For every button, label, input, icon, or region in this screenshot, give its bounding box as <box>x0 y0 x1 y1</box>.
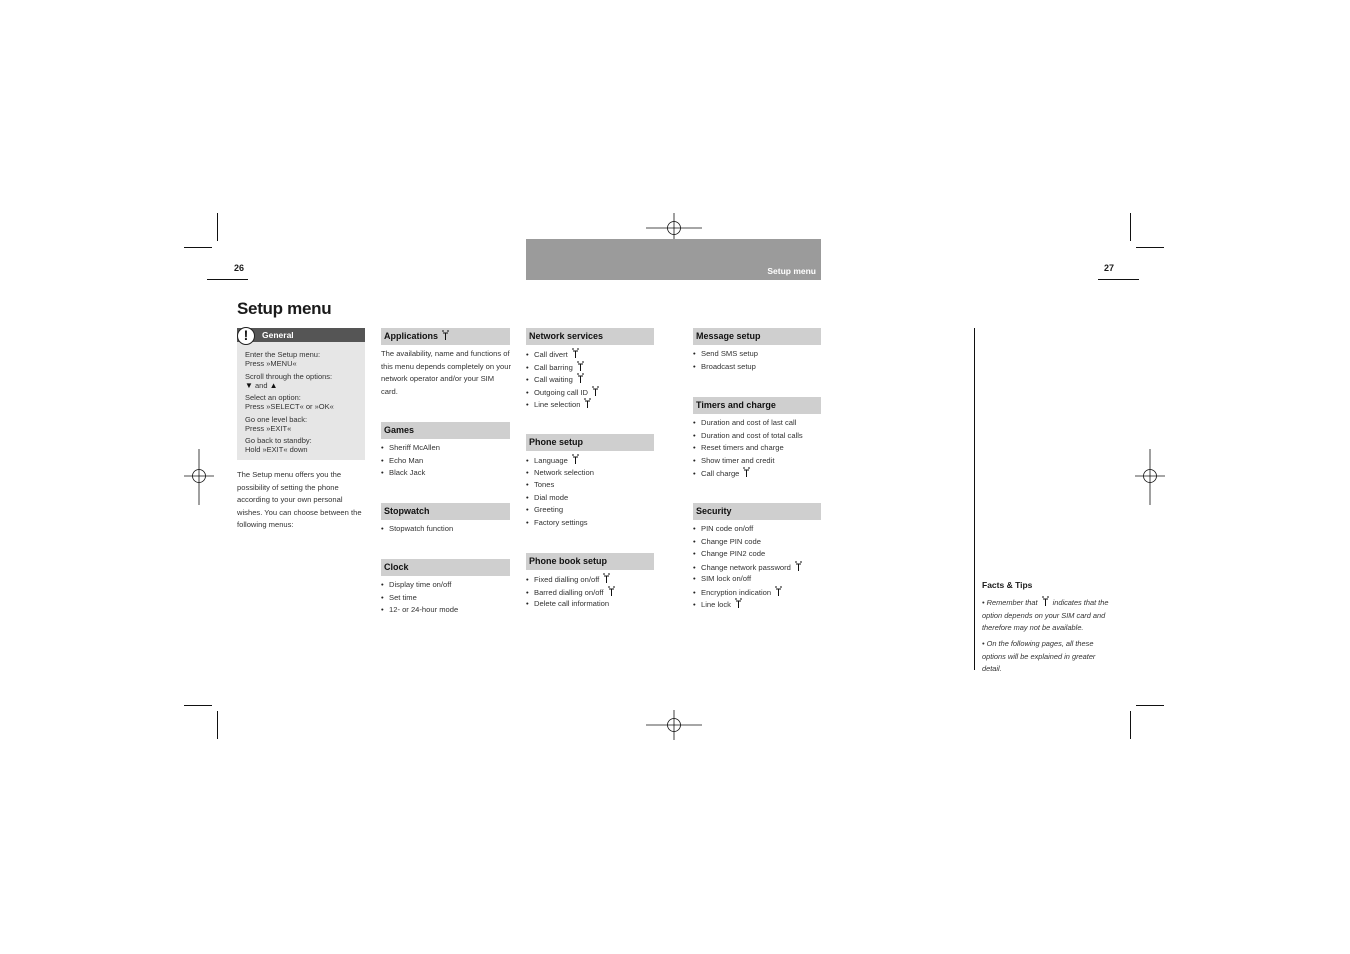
section-heading-security: Security <box>693 503 821 520</box>
section-heading-applications: Applications <box>381 328 510 345</box>
instruction-value: Press »MENU« <box>245 359 297 368</box>
triangle-down-icon: ▼ <box>245 380 253 390</box>
clock-list <box>381 579 458 617</box>
crop-mark <box>217 711 218 739</box>
section-heading-phone-book-setup: Phone book setup <box>526 553 654 570</box>
list-item: • Fixed dialling on/off <box>526 573 616 586</box>
band-title: Setup menu <box>767 266 816 276</box>
crop-mark <box>1130 711 1131 739</box>
list-item: • Broadcast setup <box>693 361 758 374</box>
list-item: • Call divert <box>526 348 600 361</box>
header-band <box>526 239 821 280</box>
exclamation-icon: ! <box>237 327 255 345</box>
section-heading-phone-setup: Phone setup <box>526 434 654 451</box>
crop-mark <box>1136 705 1164 706</box>
registration-mark-icon <box>184 449 214 505</box>
general-box <box>237 328 365 460</box>
general-instructions <box>245 350 334 458</box>
sim-antenna-icon <box>607 586 616 596</box>
instruction-label: Go back to standby: <box>245 436 312 445</box>
list-item: • Greeting <box>526 504 594 517</box>
crop-mark <box>1130 213 1131 241</box>
applications-text: The availability, name and functions of this menu depends completely on your network operator and/or your SIM card. <box>381 349 512 396</box>
list-item: • Factory settings <box>526 517 594 530</box>
page-number-rule <box>1098 279 1139 280</box>
sim-antenna-icon <box>742 467 751 477</box>
instruction-value: Hold »EXIT« down <box>245 445 308 454</box>
page-title: Setup menu <box>237 299 332 318</box>
page-number-rule <box>207 279 248 280</box>
instruction-label: Enter the Setup menu: <box>245 350 321 359</box>
instruction-value: Press »SELECT« or »OK« <box>245 402 334 411</box>
list-item: • Change PIN code <box>693 536 803 549</box>
list-item: • SIM lock on/off <box>693 573 803 586</box>
sim-antenna-icon <box>571 348 580 358</box>
registration-mark-icon <box>646 710 702 740</box>
instruction-label: Scroll through the options: <box>245 371 333 381</box>
instruction-and: and <box>255 380 268 390</box>
list-item: • Encryption indication <box>693 586 803 599</box>
sim-antenna-icon <box>602 573 611 583</box>
list-item: • Network selection <box>526 467 594 480</box>
list-item: • Call charge <box>693 467 803 480</box>
list-item: • Black Jack <box>381 467 440 480</box>
sim-antenna-icon <box>794 561 803 571</box>
crop-mark <box>217 213 218 241</box>
section-heading-message-setup: Message setup <box>693 328 821 345</box>
sim-antenna-icon <box>774 586 783 596</box>
list-item: • Delete call information <box>526 598 616 611</box>
phone-setup-list <box>526 454 594 529</box>
intro-paragraph: The Setup menu offers you the possibility of setting the phone according to your own personal wishes. You can choose between the following menus: <box>237 470 362 529</box>
list-item: • Line selection <box>526 398 600 411</box>
instruction-label: Go one level back: <box>245 414 308 424</box>
list-item: • Line lock <box>693 598 803 611</box>
sim-antenna-icon <box>583 398 592 408</box>
section-heading-stopwatch: Stopwatch <box>381 503 510 520</box>
sim-antenna-icon <box>576 361 585 371</box>
sim-antenna-icon <box>571 454 580 464</box>
list-item: • Change network password <box>693 561 803 574</box>
registration-mark-icon <box>1135 449 1165 505</box>
list-item: • Barred dialling on/off <box>526 586 616 599</box>
page-number-left: 26 <box>234 263 245 273</box>
sim-antenna-icon <box>441 330 450 340</box>
stopwatch-list <box>381 523 453 536</box>
list-item: • Outgoing call ID <box>526 386 600 399</box>
list-item: • Sheriff McAllen <box>381 442 440 455</box>
section-heading-timers-and-charge: Timers and charge <box>693 397 821 414</box>
tips-text: • Remember that indicates that the option depends on your SIM card and therefore may not be available. • On the following pages, all these options will be explained in greater detail. <box>982 598 1109 673</box>
section-heading-clock: Clock <box>381 559 510 576</box>
list-item: • Tones <box>526 479 594 492</box>
sim-antenna-icon <box>1041 596 1050 606</box>
list-item: • PIN code on/off <box>693 523 803 536</box>
sim-antenna-icon <box>734 598 743 608</box>
network-services-list <box>526 348 600 411</box>
list-item: • 12- or 24-hour mode <box>381 604 458 617</box>
column-divider <box>974 328 975 670</box>
general-heading-bar <box>237 328 365 342</box>
list-item: • Duration and cost of last call <box>693 417 803 430</box>
tips-heading: Facts & Tips <box>982 580 1033 590</box>
list-item: • Show timer and credit <box>693 455 803 468</box>
list-item: • Send SMS setup <box>693 348 758 361</box>
message-setup-list <box>693 348 758 373</box>
triangle-up-icon: ▲ <box>269 380 278 390</box>
list-item: • Duration and cost of total calls <box>693 430 803 443</box>
list-item: • Language <box>526 454 594 467</box>
general-heading: General <box>262 330 294 340</box>
crop-mark <box>184 705 212 706</box>
list-item: • Change PIN2 code <box>693 548 803 561</box>
list-item: • Display time on/off <box>381 579 458 592</box>
list-item: • Call waiting <box>526 373 600 386</box>
section-heading-games: Games <box>381 422 510 439</box>
section-heading-network-services: Network services <box>526 328 654 345</box>
sim-antenna-icon <box>591 386 600 396</box>
list-item: • Reset timers and charge <box>693 442 803 455</box>
page-number-right: 27 <box>1104 263 1115 273</box>
list-item: • Dial mode <box>526 492 594 505</box>
list-item: • Stopwatch function <box>381 523 453 536</box>
phone-book-setup-list <box>526 573 616 611</box>
sim-antenna-icon <box>576 373 585 383</box>
instruction-value: Press »EXIT« <box>245 423 292 433</box>
timers-and-charge-list <box>693 417 803 480</box>
crop-mark <box>184 247 212 248</box>
list-item: • Echo Man <box>381 455 440 468</box>
crop-mark <box>1136 247 1164 248</box>
games-list <box>381 442 440 480</box>
list-item: • Call barring <box>526 361 600 374</box>
instruction-label: Select an option: <box>245 393 301 402</box>
security-list <box>693 523 803 611</box>
list-item: • Set time <box>381 592 458 605</box>
